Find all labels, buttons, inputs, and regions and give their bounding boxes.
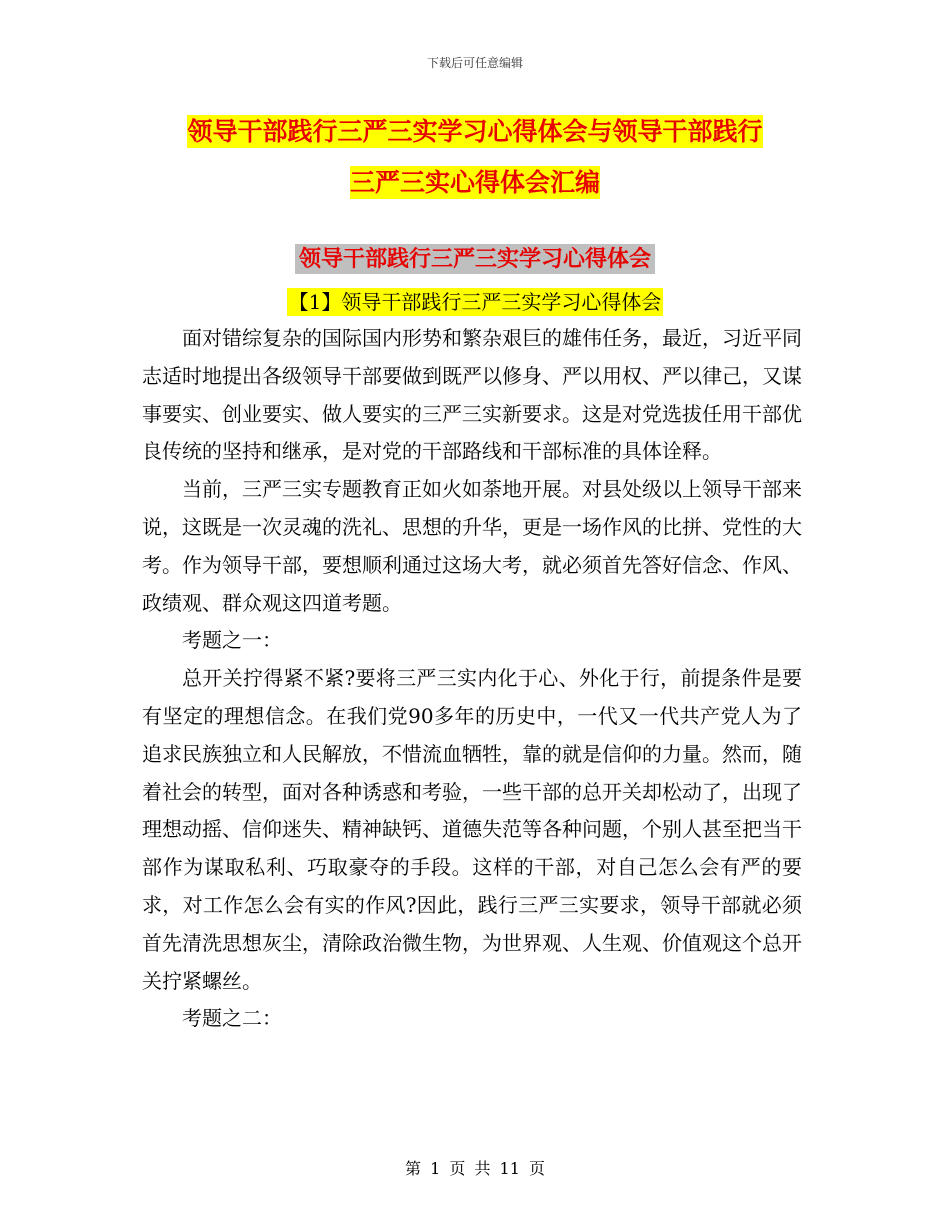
document-title-line-2	[0, 157, 950, 208]
paragraph: 面对错综复杂的国际国内形势和繁杂艰巨的雄伟任务，最近，习近平同志适时地提出各级领导干部要做到既严以修身、严以用权、严以律己，又谋事要实、创业要实、做人要实的三严三实新要求。这是对党选拔任用干部优良传统的坚持和继承，是对党的干部路线和干部标准的具体诠释。	[142, 326, 802, 464]
article-body	[142, 320, 802, 1038]
page-header-note: 下载后可任意编辑	[426, 56, 523, 70]
paragraph: 考题之二：	[182, 1006, 282, 1031]
section-title	[0, 242, 950, 273]
article-title	[0, 286, 950, 315]
article-title-text: 【1】领导干部践行三严三实学习心得体会	[288, 290, 662, 314]
document-title-line-1-text: 领导干部践行三严三实学习心得体会与领导干部践行	[187, 117, 763, 146]
document-title-line-2-text: 三严三实心得体会汇编	[349, 168, 600, 197]
document-title	[0, 106, 950, 208]
paragraph: 当前，三严三实专题教育正如火如荼地开展。对县处级以上领导干部来说，这既是一次灵魂的洗礼、思想的升华，更是一场作风的比拼、党性的大考。作为领导干部，要想顺利通过这场大考，就必须首先答好信念、作风、政绩观、群众观这四道考题。	[142, 477, 802, 615]
paragraph: 总开关拧得紧不紧?要将三严三实内化于心、外化于行，前提条件是要有坚定的理想信念。在我们党90多年的历史中，一代又一代共产党人为了追求民族独立和人民解放，不惜流血牺牲，靠的就是信仰的力量。然而，随着社会的转型，面对各种诱惑和考验，一些干部的总开关却松动了，出现了理想动摇、信仰迷失、精神缺钙、道德失范等各种问题，个别人甚至把当干部作为谋取私利、巧取豪夺的手段。这样的干部，对自己怎么会有严的要求，对工作怎么会有实的作风?因此，践行三严三实要求，领导干部就必须首先清洗思想灰尘，清除政治微生物，为世界观、人生观、价值观这个总开关拧紧螺丝。	[142, 666, 802, 993]
paragraph: 考题之一：	[182, 628, 282, 653]
page-footer: 第 1 页 共 11 页	[405, 1159, 545, 1178]
document-title-line-1	[0, 106, 950, 157]
section-title-text: 领导干部践行三严三实学习心得体会	[295, 244, 655, 274]
